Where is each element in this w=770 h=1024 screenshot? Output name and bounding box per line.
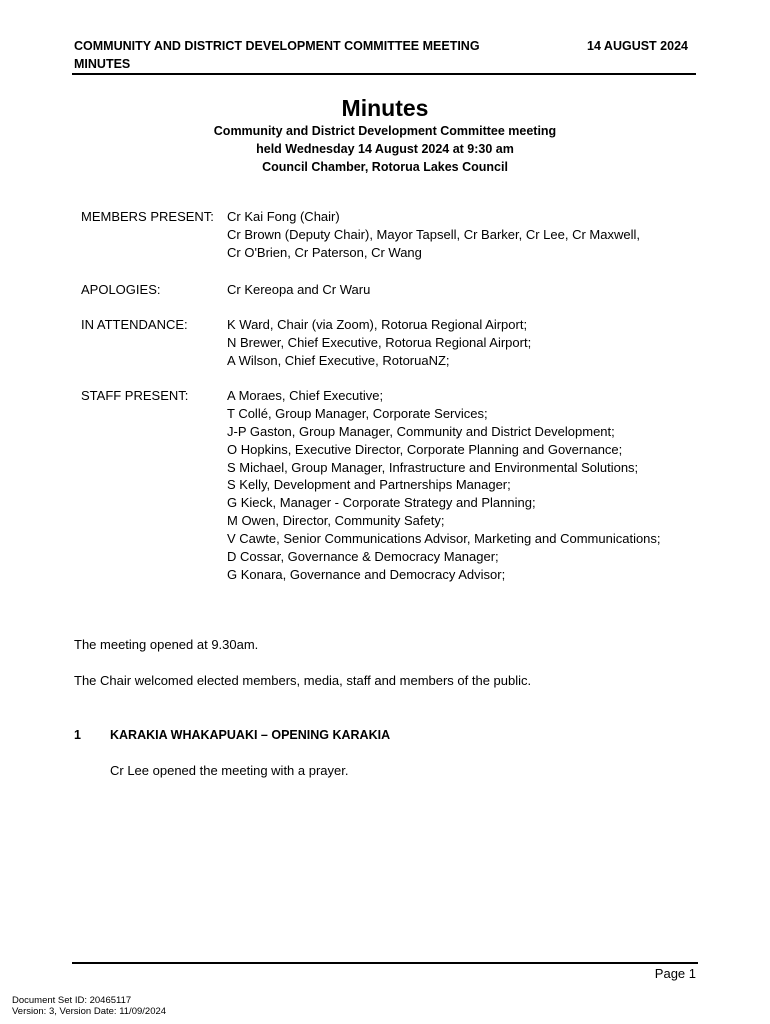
running-header-title: COMMUNITY AND DISTRICT DEVELOPMENT COMMITTEE MEETING MINUTES	[74, 39, 480, 71]
subtitle-line-1: Community and District Development Committee meeting	[213, 124, 557, 138]
staff-line: G Konara, Governance and Democracy Advisor;	[227, 566, 506, 582]
item-1-heading: KARAKIA WHAKAPUAKI – OPENING KARAKIA	[110, 728, 391, 742]
staff-line: T Collé, Group Manager, Corporate Services;	[227, 405, 488, 421]
staff-line: V Cawte, Senior Communications Advisor, Marketing and Communications;	[227, 531, 661, 547]
apologies-label: APOLOGIES:	[81, 282, 161, 297]
in-attendance-list	[227, 316, 531, 370]
item-1-number: 1	[74, 728, 81, 742]
staff-line: S Michael, Group Manager, Infrastructure and Environmental Solutions;	[227, 459, 639, 475]
footer-divider	[72, 962, 698, 964]
members-line: Cr Brown (Deputy Chair), Mayor Tapsell, Cr Barker, Cr Lee, Cr Maxwell,	[227, 226, 640, 242]
members-present-list	[227, 208, 640, 262]
staff-line: D Cossar, Governance & Democracy Manager;	[227, 549, 499, 565]
staff-line: A Moraes, Chief Executive;	[227, 388, 384, 403]
chair-welcome-paragraph: The Chair welcomed elected members, media, staff and members of the public.	[74, 673, 532, 688]
in-attendance-label: IN ATTENDANCE:	[81, 317, 188, 332]
apologies-line: Cr Kereopa and Cr Waru	[227, 282, 371, 297]
staff-line: S Kelly, Development and Partnerships Manager;	[227, 477, 511, 493]
attendance-line: A Wilson, Chief Executive, RotoruaNZ;	[227, 352, 450, 368]
members-present-label: MEMBERS PRESENT:	[81, 209, 214, 224]
meeting-opened-paragraph: The meeting opened at 9.30am.	[74, 637, 259, 652]
staff-line: M Owen, Director, Community Safety;	[227, 513, 445, 529]
staff-line: O Hopkins, Executive Director, Corporate Planning and Governance;	[227, 441, 623, 457]
members-line: Cr Kai Fong (Chair)	[227, 209, 340, 224]
apologies-list	[227, 281, 370, 299]
subtitle-line-3: Council Chamber, Rotorua Lakes Council	[262, 160, 508, 174]
item-1-body: Cr Lee opened the meeting with a prayer.	[110, 763, 349, 778]
staff-line: J-P Gaston, Group Manager, Community and District Development;	[227, 423, 615, 439]
page-number: Page 1	[654, 966, 696, 981]
version-info: Version: 3, Version Date: 11/09/2024	[12, 1006, 167, 1017]
attendance-line: N Brewer, Chief Executive, Rotorua Regional Airport;	[227, 334, 532, 350]
subtitle-line-2: held Wednesday 14 August 2024 at 9:30 am	[256, 142, 514, 156]
members-line: Cr O'Brien, Cr Paterson, Cr Wang	[227, 244, 422, 260]
staff-present-label: STAFF PRESENT:	[81, 388, 189, 403]
running-header-date: 14 AUGUST 2024	[587, 39, 688, 53]
staff-line: G Kieck, Manager - Corporate Strategy and Planning;	[227, 495, 536, 511]
document-title: Minutes	[341, 95, 429, 121]
document-set-id: Document Set ID: 20465117	[12, 995, 132, 1006]
header-divider	[72, 73, 696, 75]
attendance-line: K Ward, Chair (via Zoom), Rotorua Regional Airport;	[227, 317, 528, 332]
staff-present-list	[227, 387, 661, 584]
